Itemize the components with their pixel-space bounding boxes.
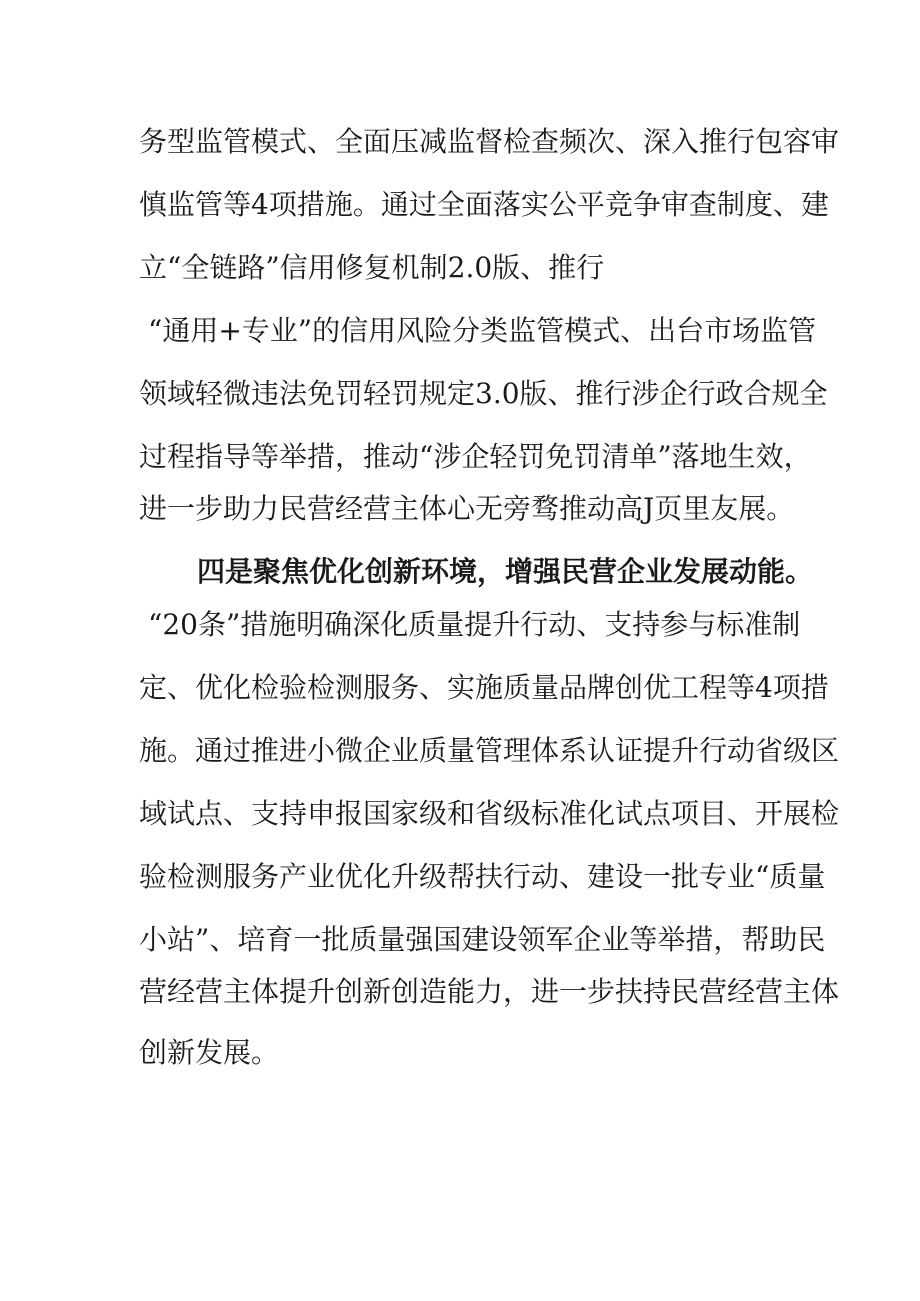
body-text-line: 进一步助力民营经营主体心无旁骛推动高J页里友展。 [139, 492, 795, 525]
body-text-line: 慎监管等4项措施。通过全面落实公平竞争审查制度、建 [139, 188, 829, 221]
body-text-line: 小站”、培育一批质量强国建设领军企业等举措，帮助民 [139, 923, 826, 956]
body-text-line: “20条”措施明确深化质量提升行动、支持参与标准制 [148, 608, 801, 641]
body-text-line: 创新发展。 [139, 1036, 280, 1069]
body-text-line: 验检测服务产业优化升级帮扶行动、建设一批专业“质量 [139, 860, 826, 893]
body-text-line: 施。通过推进小微企业质量管理体系认证提升行动省级区 [139, 734, 840, 767]
body-text-line: 领域轻微违法免罚轻罚规定3.0版、推行涉企行政合规全 [139, 377, 828, 410]
section-heading: 四是聚焦优化创新环境，增强民营企业发展动能。 [197, 555, 814, 588]
body-text-line: 域试点、支持申报国家级和省级标准化试点项目、开展检 [139, 797, 840, 830]
body-text-line: 立“全链路”信用修复机制2.0版、推行 [139, 251, 605, 284]
body-text-line: 务型监管模式、全面压减监督检查频次、深入推行包容审 [139, 125, 840, 158]
body-text-line: 过程指导等举措，推动“涉企轻罚免罚清单”落地生效， [139, 440, 812, 473]
body-text-line: “通用+专业”的信用风险分类监管模式、出台市场监管 [148, 314, 817, 347]
body-text-line: 营经营主体提升创新创造能力，进一步扶持民营经营主体 [139, 975, 840, 1008]
body-text-line: 定、优化检验检测服务、实施质量品牌创优工程等4项措 [139, 671, 829, 704]
